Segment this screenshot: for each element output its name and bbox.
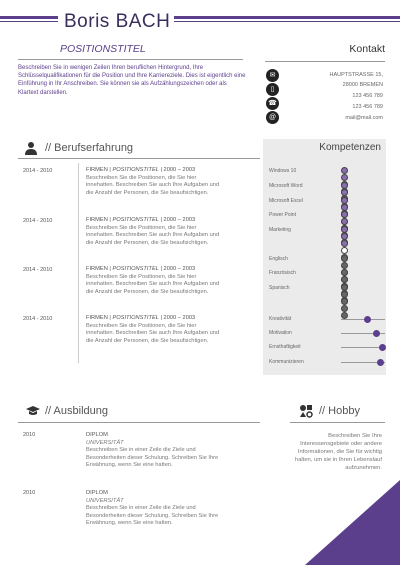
education-heading: // Ausbildung bbox=[45, 405, 108, 417]
person-name: Boris BACH bbox=[60, 11, 174, 33]
hobby-icon bbox=[299, 404, 313, 418]
skill-slider bbox=[341, 347, 385, 348]
competence-row bbox=[269, 256, 288, 262]
experience-entry: FIRMEN | POSITIONSTITEL | 2000 – 2003 Beschreiben Sie die Positionen, die Sie hier innehatten. Beschreiben Sie auch Ihre Aufgaben und die Anzahl der Personen, die Sie beaufsichtigen. bbox=[86, 217, 220, 246]
competence-row bbox=[269, 168, 296, 174]
competence-label: Kreativität bbox=[269, 316, 292, 322]
competence-row bbox=[269, 359, 304, 365]
stripe-left bbox=[0, 16, 58, 19]
experience-entry: FIRMEN | POSITIONSTITEL | 2000 – 2003 Beschreiben Sie die Positionen, die Sie hier innehatten. Beschreiben Sie auch Ihre Aufgaben und die Anzahl der Personen, die Sie beaufsichtigen. bbox=[86, 167, 220, 196]
competence-label: Kommunizieren bbox=[269, 359, 304, 365]
competence-label: Microsoft Excel bbox=[269, 198, 303, 204]
envelope-icon: ✉ bbox=[266, 69, 279, 82]
experience-date: 2014 - 2010 bbox=[23, 316, 53, 322]
rating-dot bbox=[341, 247, 348, 254]
address-street: HAUPTSTRASSE 15, bbox=[329, 72, 383, 78]
rating-dot bbox=[341, 182, 348, 189]
divider bbox=[18, 422, 260, 423]
education-entry: DIPLOM UNIVERSITÄT Beschreiben Sie in einer Zeile die Ziele und Besonderheiten dieser Schulung. Schreiben Sie Ihre Erwähnung, wenn Sie eine hatten. bbox=[86, 432, 219, 469]
intro-text: Beschreiben Sie in wenigen Zeilen Ihren beruflichen Hintergrund, Ihre Schlüsselqualifikationen für die Position und Ihre Karriereziele. Dies ist eigentlich eine Einführung in Ihr Anschreiben. Sie können sie als Aufzählungszeichen oder als Klartext darstellen. bbox=[18, 65, 246, 96]
kontakt-heading: Kontakt bbox=[349, 43, 385, 55]
rating-dot bbox=[341, 255, 348, 262]
rating-dot bbox=[341, 276, 348, 283]
rating-dot bbox=[341, 189, 348, 196]
rating-dot bbox=[341, 226, 348, 233]
competence-label: Motivation bbox=[269, 330, 292, 336]
rating-dot bbox=[341, 197, 348, 204]
stripe-right bbox=[160, 16, 400, 19]
competence-label: Power Point bbox=[269, 212, 296, 218]
hobby-heading: // Hobby bbox=[319, 405, 360, 417]
rating-dot bbox=[341, 312, 348, 319]
competence-row bbox=[269, 183, 303, 189]
divider bbox=[290, 422, 385, 423]
experience-entry: FIRMEN | POSITIONSTITEL | 2000 – 2003 Beschreiben Sie die Positionen, die Sie hier innehatten. Beschreiben Sie auch Ihre Aufgaben und die Anzahl der Personen, die Sie beaufsichtigen. bbox=[86, 266, 220, 295]
graduation-cap-icon bbox=[26, 404, 40, 418]
competence-label: Ernsthaftigkeit bbox=[269, 344, 301, 350]
education-date: 2010 bbox=[23, 432, 36, 438]
experience-date: 2014 - 2010 bbox=[23, 218, 53, 224]
stripe-left-thin bbox=[0, 21, 58, 22]
address-city: 28000 BREMEN bbox=[342, 82, 383, 88]
stripe-right-thin bbox=[160, 21, 400, 22]
rating-dot bbox=[341, 262, 348, 269]
skill-slider bbox=[341, 362, 385, 363]
slider-knob bbox=[364, 316, 371, 323]
phone-2: 123 456 789 bbox=[352, 104, 383, 110]
skill-slider bbox=[341, 333, 385, 334]
slider-knob bbox=[379, 344, 386, 351]
education-date: 2010 bbox=[23, 490, 36, 496]
slider-knob bbox=[373, 330, 380, 337]
timeline-line bbox=[78, 163, 79, 363]
rating-dot bbox=[341, 284, 348, 291]
competence-label: Spanisch bbox=[269, 285, 290, 291]
skill-slider bbox=[341, 319, 385, 320]
competence-row bbox=[269, 227, 291, 233]
competence-row bbox=[269, 330, 292, 336]
rating-dot bbox=[341, 240, 348, 247]
rating-dot bbox=[341, 211, 348, 218]
at-icon: @ bbox=[266, 111, 279, 124]
rating-dot bbox=[341, 291, 348, 298]
rating-dot bbox=[341, 218, 348, 225]
competence-label: Marketing bbox=[269, 227, 291, 233]
competence-label: Französisch bbox=[269, 270, 296, 276]
phone-icon: ☎ bbox=[266, 97, 279, 110]
competence-row bbox=[269, 270, 296, 276]
person-icon bbox=[24, 141, 38, 155]
rating-dot bbox=[341, 167, 348, 174]
divider bbox=[18, 59, 243, 60]
slider-knob bbox=[377, 359, 384, 366]
experience-date: 2014 - 2010 bbox=[23, 267, 53, 273]
rating-dot bbox=[341, 269, 348, 276]
competence-row bbox=[269, 316, 291, 322]
competences-panel bbox=[263, 139, 386, 375]
position-title: POSITIONSTITEL bbox=[60, 43, 146, 55]
rating-dots bbox=[341, 284, 349, 319]
rating-dot bbox=[341, 204, 348, 211]
phone-1: 123 456 789 bbox=[352, 93, 383, 99]
competence-row bbox=[269, 198, 303, 204]
rating-dot bbox=[341, 298, 348, 305]
competence-label: Microsoft Word bbox=[269, 183, 303, 189]
experience-entry: FIRMEN | POSITIONSTITEL | 2000 – 2003 Beschreiben Sie die Positionen, die Sie hier innehatten. Beschreiben Sie auch Ihre Aufgaben und die Anzahl der Personen, die Sie beaufsichtigen. bbox=[86, 315, 220, 344]
experience-heading: // Berufserfahrung bbox=[45, 142, 134, 154]
competence-row bbox=[269, 212, 296, 218]
competence-label: Englisch bbox=[269, 256, 288, 262]
hobby-text: Beschreiben Sie Ihre Interessensgebiete oder andere Informationen, die Sie für wichtig halten, um sie in Ihren Lebenslauf aufzunehmen. bbox=[294, 433, 382, 471]
competence-row bbox=[269, 285, 290, 291]
email: mail@mail.com bbox=[345, 115, 383, 121]
education-entry: DIPLOM UNIVERSITÄT Beschreiben Sie in einer Zeile die Ziele und Besonderheiten dieser Schulung. Schreiben Sie Ihre Erwähnung, wenn Sie eine hatten. bbox=[86, 490, 219, 527]
rating-dot bbox=[341, 174, 348, 181]
mobile-phone-icon: ▯ bbox=[266, 83, 279, 96]
divider bbox=[18, 158, 260, 159]
competence-row bbox=[269, 344, 301, 350]
competences-heading: Kompetenzen bbox=[319, 142, 381, 153]
divider bbox=[265, 61, 385, 62]
rating-dot bbox=[341, 305, 348, 312]
corner-decoration bbox=[305, 480, 400, 565]
rating-dot bbox=[341, 233, 348, 240]
competence-label: Windows 10 bbox=[269, 168, 297, 174]
experience-date: 2014 - 2010 bbox=[23, 168, 53, 174]
